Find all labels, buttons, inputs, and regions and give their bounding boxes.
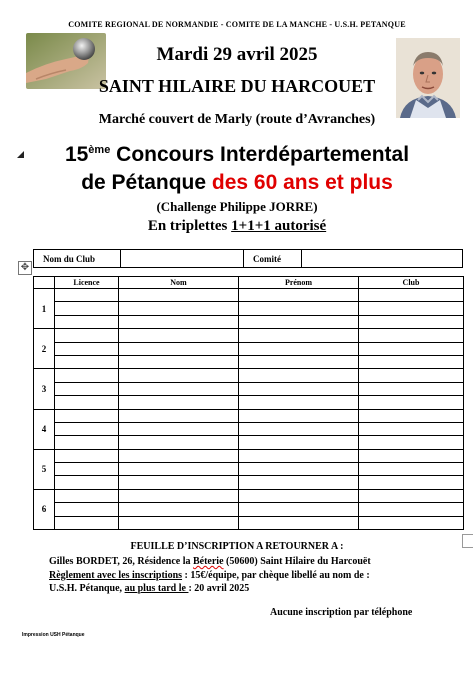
team-rows — [34, 289, 464, 530]
contest-title-line1 — [0, 143, 474, 167]
cell-prenom[interactable] — [239, 329, 359, 342]
title-line2-black: de Pétanque — [81, 171, 212, 194]
table-row — [34, 302, 464, 315]
table-row — [34, 489, 464, 502]
cell-club[interactable] — [359, 489, 464, 502]
comite-input-cell[interactable] — [302, 250, 463, 268]
team-number-header — [34, 277, 55, 289]
reglement-label: Règlement avec les inscriptions — [49, 569, 183, 581]
reglement-text: : 15€/équipe, par chèque libellé au nom de : — [182, 569, 370, 581]
table-row — [34, 516, 464, 529]
club-table — [33, 249, 463, 268]
cell-licence[interactable] — [55, 289, 119, 302]
comite-label: Comité — [244, 250, 302, 268]
cell-nom[interactable] — [119, 463, 239, 476]
cell-prenom[interactable] — [239, 342, 359, 355]
payment-line — [49, 569, 469, 583]
cell-nom[interactable] — [119, 449, 239, 462]
column-header-nom: Nom — [119, 277, 239, 289]
cell-prenom[interactable] — [239, 436, 359, 449]
table-row — [34, 315, 464, 328]
deadline-label: au plus tard le — [124, 583, 189, 594]
cell-licence[interactable] — [55, 463, 119, 476]
cell-licence[interactable] — [55, 355, 119, 368]
cell-club[interactable] — [359, 463, 464, 476]
cell-club[interactable] — [359, 422, 464, 435]
table-row — [34, 463, 464, 476]
cell-nom[interactable] — [119, 369, 239, 382]
event-town: SAINT HILAIRE DU HARCOUET — [98, 76, 376, 96]
cell-licence[interactable] — [55, 409, 119, 422]
cell-prenom[interactable] — [239, 489, 359, 502]
cell-licence[interactable] — [55, 422, 119, 435]
cell-club[interactable] — [359, 396, 464, 409]
team-number: 6 — [34, 489, 55, 529]
cell-nom[interactable] — [119, 503, 239, 516]
cell-nom[interactable] — [119, 355, 239, 368]
cell-club[interactable] — [359, 476, 464, 489]
table-row — [34, 396, 464, 409]
cell-licence[interactable] — [55, 369, 119, 382]
cell-nom[interactable] — [119, 476, 239, 489]
cell-nom[interactable] — [119, 422, 239, 435]
cell-nom[interactable] — [119, 516, 239, 529]
cell-prenom[interactable] — [239, 289, 359, 302]
cell-prenom[interactable] — [239, 516, 359, 529]
table-row — [34, 369, 464, 382]
table-row — [34, 382, 464, 395]
cell-prenom[interactable] — [239, 396, 359, 409]
address-post: (50600) Saint Hilaire du Harcouët — [223, 556, 371, 567]
team-number: 3 — [34, 369, 55, 409]
contest-title-line2 — [0, 171, 474, 195]
team-number: 4 — [34, 409, 55, 449]
organizers-header: COMITE REGIONAL DE NORMANDIE - COMITE DE LA MANCHE - U.S.H. PETANQUE — [68, 20, 406, 29]
cell-prenom[interactable] — [239, 382, 359, 395]
table-row — [34, 342, 464, 355]
title-line1-rest: Concours Interdépartemental — [110, 143, 410, 166]
cell-prenom[interactable] — [239, 369, 359, 382]
table-row — [34, 422, 464, 435]
cell-prenom[interactable] — [239, 409, 359, 422]
cell-club[interactable] — [359, 342, 464, 355]
cell-licence[interactable] — [55, 315, 119, 328]
cell-club[interactable] — [359, 516, 464, 529]
table-row — [34, 355, 464, 368]
cell-nom[interactable] — [119, 436, 239, 449]
cell-nom[interactable] — [119, 315, 239, 328]
team-number: 2 — [34, 329, 55, 369]
cell-club[interactable] — [359, 382, 464, 395]
cell-licence[interactable] — [55, 503, 119, 516]
event-venue: Marché couvert de Marly (route d’Avranches) — [98, 112, 376, 127]
format-line — [0, 218, 474, 235]
cell-prenom[interactable] — [239, 463, 359, 476]
edition-superscript: ème — [88, 144, 111, 156]
cell-licence[interactable] — [55, 302, 119, 315]
table-row — [34, 436, 464, 449]
format-prefix: En triplettes — [147, 218, 232, 234]
registration-table — [33, 276, 464, 530]
column-header-prenom: Prénom — [239, 277, 359, 289]
cell-club[interactable] — [359, 355, 464, 368]
column-header-licence: Licence — [55, 277, 119, 289]
team-number: 5 — [34, 449, 55, 489]
address-line — [49, 555, 469, 569]
cell-licence[interactable] — [55, 449, 119, 462]
return-title: FEUILLE D’INSCRIPTION A RETOURNER A : — [130, 541, 344, 552]
column-header-club: Club — [359, 277, 464, 289]
cell-club[interactable] — [359, 409, 464, 422]
table-row — [34, 476, 464, 489]
cell-licence[interactable] — [55, 489, 119, 502]
cell-licence[interactable] — [55, 516, 119, 529]
cell-licence[interactable] — [55, 329, 119, 342]
cell-licence[interactable] — [55, 476, 119, 489]
cell-nom[interactable] — [119, 409, 239, 422]
no-phone-notice: Aucune inscription par téléphone — [270, 607, 413, 618]
cell-club[interactable] — [359, 302, 464, 315]
cell-prenom[interactable] — [239, 476, 359, 489]
address-pre: Gilles BORDET, 26, Résidence la — [49, 556, 193, 567]
return-address-block — [49, 555, 469, 596]
printer-credit: Impression USH Pétanque — [22, 632, 85, 638]
cell-nom[interactable] — [119, 329, 239, 342]
cell-club[interactable] — [359, 503, 464, 516]
cell-club[interactable] — [359, 289, 464, 302]
table-row — [34, 449, 464, 462]
cell-licence[interactable] — [55, 342, 119, 355]
cell-nom[interactable] — [119, 396, 239, 409]
cell-prenom[interactable] — [239, 355, 359, 368]
cell-club[interactable] — [359, 449, 464, 462]
event-date: Mardi 29 avril 2025 — [156, 44, 318, 65]
cell-nom[interactable] — [119, 489, 239, 502]
cell-nom[interactable] — [119, 289, 239, 302]
team-number: 1 — [34, 289, 55, 329]
table-row — [34, 289, 464, 302]
cell-club[interactable] — [359, 436, 464, 449]
table-row — [34, 409, 464, 422]
cell-nom[interactable] — [119, 342, 239, 355]
cell-nom[interactable] — [119, 302, 239, 315]
deadline-date: : 20 avril 2025 — [188, 583, 250, 594]
deadline-line — [49, 582, 469, 596]
cell-club[interactable] — [359, 329, 464, 342]
cell-club[interactable] — [359, 315, 464, 328]
cell-nom[interactable] — [119, 382, 239, 395]
cell-licence[interactable] — [55, 436, 119, 449]
club-label: Nom du Club — [34, 250, 121, 268]
format-rule: 1+1+1 autorisé — [231, 218, 327, 234]
age-category: des 60 ans et plus — [211, 171, 393, 194]
cell-prenom[interactable] — [239, 302, 359, 315]
cell-prenom[interactable] — [239, 503, 359, 516]
payee: U.S.H. Pétanque, — [49, 583, 125, 594]
cell-prenom[interactable] — [239, 449, 359, 462]
table-row — [34, 329, 464, 342]
cell-club[interactable] — [359, 369, 464, 382]
challenge-name: (Challenge Philippe JORRE) — [156, 199, 318, 214]
cell-prenom[interactable] — [239, 315, 359, 328]
edition-number: 15 — [64, 143, 89, 166]
address-word: Béterie — [192, 556, 224, 567]
cell-prenom[interactable] — [239, 422, 359, 435]
table-row — [34, 503, 464, 516]
table-move-handle-icon[interactable]: ✥ — [18, 261, 32, 275]
club-input-cell[interactable] — [121, 250, 244, 268]
cell-licence[interactable] — [55, 382, 119, 395]
cell-licence[interactable] — [55, 396, 119, 409]
